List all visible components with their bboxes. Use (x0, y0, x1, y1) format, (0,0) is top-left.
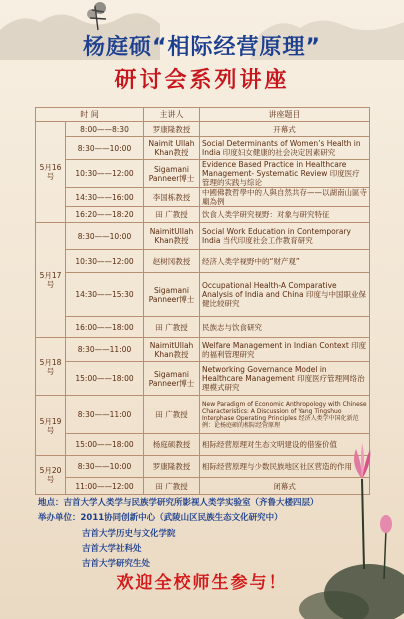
table-row (36, 273, 370, 317)
time-cell: 8:30——10:00 (66, 456, 144, 478)
topic-cell: 饮食人类学研究视野：对象与研究特征 (200, 207, 370, 223)
topic-cell: Networking Governance Model in Healthcare Management 印度医疗管理网络治理模式研究 (200, 362, 370, 396)
speaker-cell: Sigamani Panneer博士 (144, 160, 200, 188)
topic-cell: Occupational Health-A Comparative Analysis of India and China 印度与中国职业保健比较研究 (200, 273, 370, 317)
organizer-graduate: 吉首大学研究生处 (82, 559, 151, 569)
time-cell: 15:00——18:00 (66, 362, 144, 396)
time-cell: 8:30——10:00 (66, 137, 144, 160)
day-label: 5月17号 (36, 223, 66, 338)
topic-cell: Evidence Based Practice in Healthcare Management- Systematic Review 印度医疗管理的实践与综论 (200, 160, 370, 188)
organizer-school: 吉首大学历史与文化学院 (82, 529, 176, 539)
speaker-cell: 赵树冈教授 (144, 250, 200, 273)
time-cell: 11:00——12:00 (66, 478, 144, 495)
day-label: 5月16号 (36, 122, 66, 223)
table-row (36, 362, 370, 396)
topic-cell: 闭幕式 (200, 478, 370, 495)
speaker-cell: 田 广教授 (144, 207, 200, 223)
day-label: 5月19号 (36, 396, 66, 456)
speaker-cell: Sigamani Panneer博士 (144, 273, 200, 317)
time-cell: 10:30——12:00 (66, 160, 144, 188)
time-cell: 16:00——18:00 (66, 317, 144, 338)
header-time: 时 间 (36, 108, 144, 122)
time-cell: 14:30——15:30 (66, 273, 144, 317)
table-row (36, 223, 370, 250)
speaker-cell: Naimit Ullah Khan教授 (144, 137, 200, 160)
speaker-cell: NaimitUllah Khan教授 (144, 338, 200, 362)
poster-title-line1: 杨庭硕“相际经营原理” (83, 35, 321, 60)
topic-cell: 中國佛教哲學中的人與自然共存——以湖南山區寺廟為例 (200, 188, 370, 207)
speaker-cell: Sigamani Panneer博士 (144, 362, 200, 396)
table-header-row (36, 108, 370, 122)
speaker-cell: 田 广教授 (144, 478, 200, 495)
day-label: 5月18号 (36, 338, 66, 396)
speaker-cell: 罗康隆教授 (144, 122, 200, 137)
topic-cell: 开幕式 (200, 122, 370, 137)
table-row (36, 338, 370, 362)
topic-cell: 经济人类学视野中的“财产观” (200, 250, 370, 273)
topic-cell: Welfare Management in Indian Context 印度的福利管理研究 (200, 338, 370, 362)
organizer-text: 举办单位：2011协同创新中心（武陵山区民族生态文化研究中） (38, 513, 283, 523)
time-cell: 14:30——16:00 (66, 188, 144, 207)
table-row (36, 188, 370, 207)
table-row (36, 160, 370, 188)
table-row (36, 317, 370, 338)
time-cell: 10:30——12:00 (66, 250, 144, 273)
speaker-cell: 罗康隆教授 (144, 456, 200, 478)
topic-cell: 民族志与饮食研究 (200, 317, 370, 338)
speaker-cell: NaimitUllah Khan教授 (144, 223, 200, 250)
table-row (36, 122, 370, 137)
topic-cell: Social Determinants of Women’s Health in India 印度妇女健康的社会决定因素研究 (200, 137, 370, 160)
table-row (36, 207, 370, 223)
time-cell: 16:20——18:20 (66, 207, 144, 223)
time-cell: 8:30——10:00 (66, 223, 144, 250)
day-label: 5月20号 (36, 456, 66, 495)
topic-cell: New Paradigm of Economic Anthropology with Chinese Characteristics: A Discussion of Yang Tingshuo Interphase Operating Principles 经济人类学中国化新范例：论杨庭硕的相际经营原理 (200, 396, 370, 434)
location-text: 地点：吉首大学人类学与民族学研究所影视人类学实验室（齐鲁大楼四层） (38, 498, 319, 508)
speaker-cell: 田 广教授 (144, 396, 200, 434)
speaker-cell: 李国栋教授 (144, 188, 200, 207)
time-cell: 8:30——11:00 (66, 396, 144, 434)
header-topic: 讲座题目 (200, 108, 370, 122)
topic-cell: Social Work Education in Contemporary India 当代印度社会工作教育研究 (200, 223, 370, 250)
speaker-cell: 杨庭硕教授 (144, 434, 200, 456)
organizer-office: 吉首大学社科处 (82, 544, 142, 554)
time-cell: 15:00——18:00 (66, 434, 144, 456)
topic-cell: 相际经营原理对生态文明建设的借鉴价值 (200, 434, 370, 456)
topic-cell: 相际经营原理与少数民族地区社区营造的作用 (200, 456, 370, 478)
table-row (36, 250, 370, 273)
table-row (36, 137, 370, 160)
speaker-cell: 田 广教授 (144, 317, 200, 338)
time-cell: 8:30——11:00 (66, 338, 144, 362)
header-speaker: 主讲人 (144, 108, 200, 122)
poster-title-line2: 研讨会系列讲座 (114, 68, 290, 93)
welcome-slogan: 欢迎全校师生参与！ (116, 573, 288, 593)
time-cell: 8:00——8:30 (66, 122, 144, 137)
